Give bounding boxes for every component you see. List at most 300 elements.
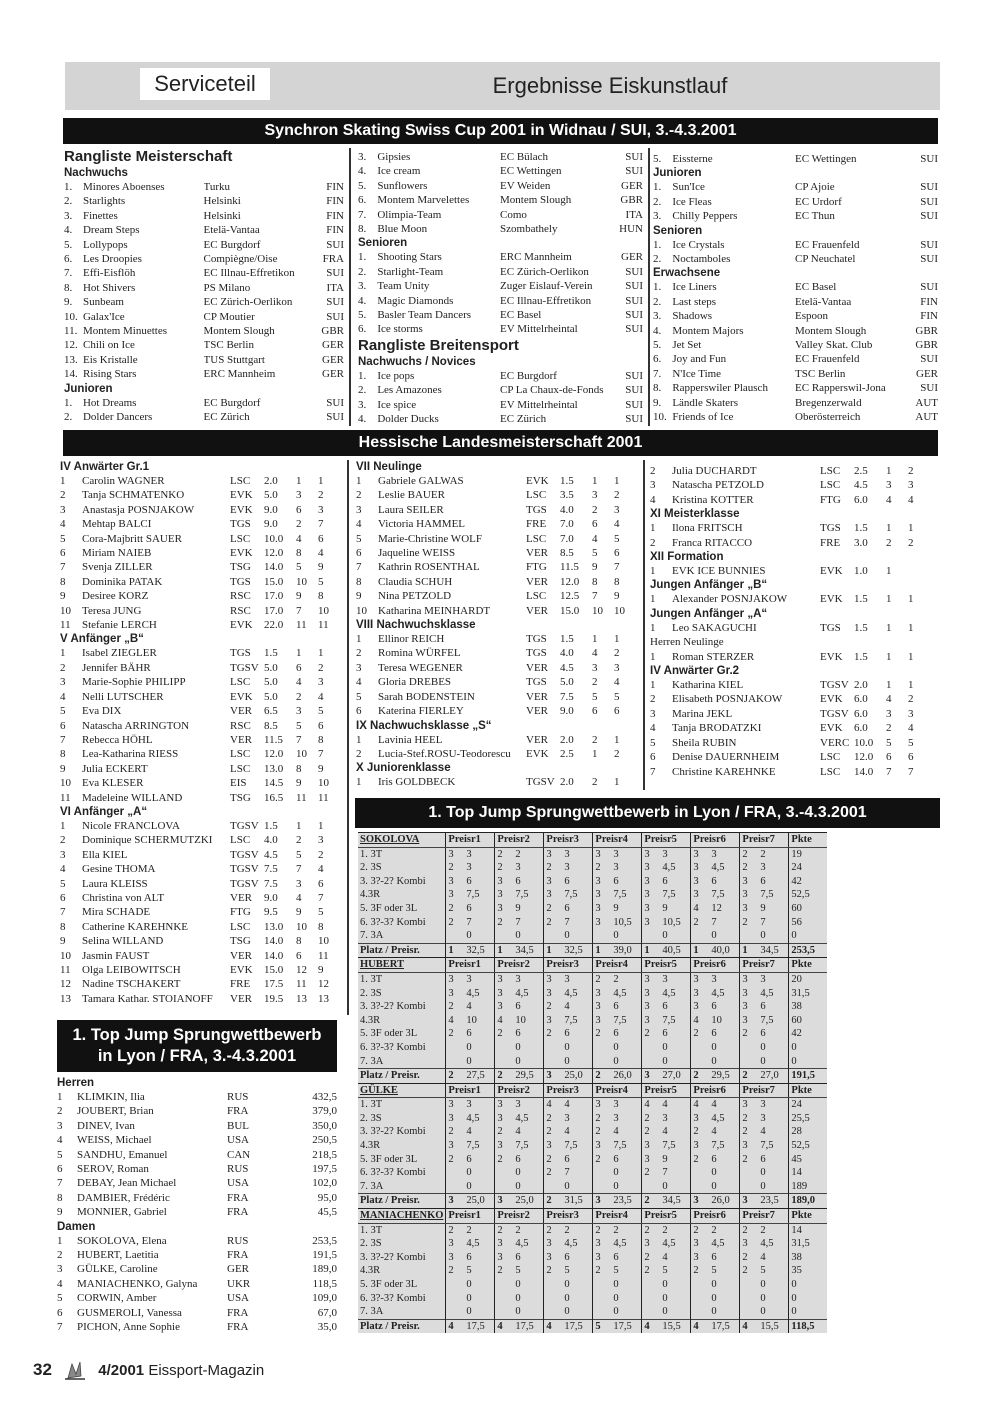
judge-points: 29,5	[709, 1069, 740, 1084]
grade	[495, 929, 514, 943]
points: 4.5	[854, 479, 868, 492]
judge-header: Preisr3	[544, 833, 593, 848]
grade: 3	[642, 916, 661, 930]
list-item	[653, 195, 938, 209]
placing-1: 10	[296, 920, 307, 933]
club: LSC	[820, 479, 841, 492]
grade: 2	[446, 1153, 465, 1167]
placing-1: 6	[296, 503, 302, 516]
grade	[642, 929, 661, 943]
club: EVK	[230, 964, 253, 976]
points: 5.0	[264, 690, 278, 703]
club: EVK	[820, 565, 843, 578]
score: 2	[760, 848, 766, 860]
grade: 3	[642, 1014, 661, 1028]
grade: 3	[642, 861, 661, 875]
rank: 3	[60, 848, 66, 861]
grade	[642, 1180, 661, 1194]
skater-name: SEROV, Roman	[77, 1163, 149, 1176]
club: VER	[230, 949, 252, 962]
judge-header: Preisr5	[642, 833, 691, 848]
team-name: Montem Minuettes	[82, 325, 168, 338]
list-item	[356, 604, 641, 618]
list-item	[64, 338, 344, 352]
club: EV Weiden	[500, 179, 551, 192]
grade: 3	[544, 1237, 563, 1251]
grade: 3	[593, 902, 612, 916]
judge-header: Preisr7	[740, 958, 789, 973]
score: 10,5	[662, 916, 681, 928]
grade: 3	[544, 972, 563, 986]
grade: 2	[740, 1112, 759, 1126]
element-label: 1. 3T	[360, 1099, 383, 1111]
club: EC Zürich	[203, 411, 250, 424]
skater-name: Romina WÜRFEL	[378, 647, 461, 660]
rank: 4.	[358, 165, 367, 178]
club: ERC Mannheim	[500, 251, 572, 264]
score: 7,5	[515, 889, 529, 901]
score: 4,5	[711, 1238, 725, 1250]
grade	[446, 1292, 465, 1306]
score: 4,5	[466, 987, 480, 999]
score: 3	[760, 1099, 766, 1111]
grade: 2	[593, 1112, 612, 1126]
element-row	[358, 1292, 827, 1306]
grade: 2	[446, 902, 465, 916]
team-name: Last steps	[672, 295, 717, 308]
points: 8.5	[560, 547, 574, 560]
score: 4,5	[662, 862, 676, 874]
judge-points: 32,5	[562, 943, 593, 958]
list-item	[356, 646, 641, 660]
points: 12.5	[560, 590, 580, 603]
grade	[691, 1041, 710, 1055]
placing-1: 8	[296, 547, 302, 560]
team-name: Dolder Ducks	[377, 413, 439, 426]
nation: USA	[227, 1292, 250, 1305]
team-name: Ice Fleas	[672, 195, 712, 208]
element-label: 7. 3A	[360, 1180, 384, 1192]
judge-points: 31,5	[562, 1194, 593, 1209]
club: EC Urdorf	[795, 195, 842, 208]
score: 6	[515, 1251, 521, 1263]
hessen-title: Hessische Landesmeisterschaft 2001	[63, 430, 938, 456]
score: 2	[515, 1224, 521, 1236]
rank: 4	[650, 493, 656, 506]
grade: 3	[446, 1251, 465, 1265]
score: 6	[613, 1001, 619, 1013]
rank: 1	[650, 621, 656, 634]
skater-name: Katharina KIEL	[672, 679, 744, 692]
placing-2: 11	[318, 791, 329, 804]
grand-total: 118,5	[789, 1319, 828, 1333]
score: 0	[662, 1180, 668, 1192]
points: 2.0	[854, 679, 868, 692]
list-item	[64, 266, 344, 280]
score: 6	[760, 875, 766, 887]
placing-1: 6	[592, 518, 598, 531]
grade: 4	[544, 1098, 563, 1112]
list-item	[60, 646, 345, 660]
skater-name: DAMBIER, Frédéric	[77, 1191, 170, 1204]
list-item	[356, 517, 641, 531]
list-item	[653, 396, 938, 410]
nation: SUI	[920, 253, 938, 266]
divider	[643, 460, 645, 790]
club: TGS	[230, 575, 251, 588]
score: 6	[564, 1153, 570, 1165]
club: VER	[230, 733, 252, 746]
score: 0	[711, 1292, 717, 1304]
rank: 6.	[358, 194, 367, 207]
placing-1: 9	[592, 561, 598, 574]
placing-2: 1	[614, 776, 620, 789]
team-name: Team Unity	[377, 280, 430, 293]
score: 0	[564, 1292, 570, 1304]
category-heading: Senioren	[653, 224, 703, 237]
club: EC Illnau-Effretikon	[203, 267, 295, 280]
skater-name: Madeleine WILLAND	[82, 791, 183, 804]
placing-2: 2	[318, 848, 324, 861]
judge-place: 4	[642, 1319, 661, 1333]
points: 1.0	[854, 565, 868, 578]
rank: 9	[356, 590, 362, 603]
page-number: 32	[33, 1360, 52, 1379]
team-name: Eis Kristalle	[82, 353, 138, 366]
skater-name: Roman STERZER	[672, 650, 755, 663]
list-item	[356, 747, 641, 761]
score: 9	[613, 902, 619, 914]
grade: 3	[495, 1251, 514, 1265]
skater-name: Anastasja POSNJAKOW	[82, 503, 195, 516]
rank: 1.	[653, 281, 662, 294]
grade: 2	[544, 1125, 563, 1139]
points: 6.5	[264, 705, 278, 718]
score: 3	[515, 1099, 521, 1111]
club: VER	[526, 705, 548, 718]
rank: 1	[650, 522, 656, 535]
judge-header: Preisr2	[495, 1209, 544, 1224]
club: CP Ajoie	[795, 181, 835, 194]
score: 3	[711, 848, 717, 860]
judge-header: Preisr1	[446, 833, 495, 848]
placing-1: 7	[296, 604, 302, 617]
grade: 3	[691, 847, 710, 861]
nation: GER	[621, 179, 643, 192]
placing-2: 5	[318, 906, 324, 919]
skater-name: Nelli LUTSCHER	[82, 690, 164, 703]
rank: 11.	[64, 325, 78, 338]
club: EIS	[230, 777, 247, 790]
list-item	[60, 762, 345, 776]
points: 3.0	[854, 536, 868, 549]
grade: 3	[495, 987, 514, 1001]
score: 4	[662, 1251, 668, 1263]
list-item	[653, 309, 938, 323]
rank: 2	[60, 489, 66, 502]
element-label: 5. 3F oder 3L	[360, 1279, 418, 1290]
grade: 2	[495, 1125, 514, 1139]
rank: 6	[57, 1163, 63, 1176]
nation: SUI	[326, 296, 344, 309]
club: Szombathely	[500, 223, 558, 236]
club: VER	[526, 604, 548, 617]
points: 5.0	[264, 489, 278, 502]
placing-1: 11	[296, 978, 307, 991]
points: 14.0	[854, 765, 874, 778]
nation: GBR	[915, 339, 938, 352]
grade: 4	[691, 1014, 710, 1028]
rank: 3	[356, 661, 362, 674]
rank: 2	[60, 661, 66, 674]
score: 6	[613, 875, 619, 887]
grade: 2	[544, 1223, 563, 1237]
score: 0	[711, 1306, 717, 1318]
category-heading: VII Neulinge	[356, 461, 422, 473]
points: 5.0	[264, 676, 278, 689]
element-total: 24	[789, 861, 828, 875]
score: 3	[466, 973, 472, 985]
list-item	[653, 295, 938, 309]
team-name: Shadows	[672, 310, 713, 323]
category-heading: V Anfänger „B“	[60, 633, 144, 646]
placing-2: 1	[908, 650, 914, 663]
list-item	[356, 546, 641, 560]
score: 6	[613, 1028, 619, 1040]
judge-header: Preisr3	[544, 1083, 593, 1098]
skater-name: Gesine THOMA	[82, 863, 156, 876]
grade	[691, 1055, 710, 1069]
score: 7	[515, 916, 521, 928]
placing-1: 7	[296, 863, 302, 876]
category-heading: VIII Nachwuchsklasse	[356, 619, 476, 632]
placing-2: 9	[318, 561, 324, 574]
team-name: Montem Marvelettes	[377, 194, 470, 207]
grade	[544, 1041, 563, 1055]
placing-1: 1	[296, 647, 302, 660]
club: TGSV	[820, 679, 849, 692]
skater-name: Laura SEILER	[378, 503, 444, 516]
score: 0	[711, 1055, 717, 1067]
nation: GBR	[915, 324, 938, 337]
placing-1: 6	[296, 661, 302, 674]
club: TGSV	[230, 848, 259, 861]
placing-2: 11	[318, 949, 329, 962]
points: 9.0	[264, 518, 278, 531]
club: Compiègne/Oise	[203, 253, 278, 266]
placing-1: 1	[296, 819, 302, 832]
club: Etelä-Vantaa	[203, 224, 260, 237]
points: 350,0	[312, 1119, 337, 1132]
list-item	[60, 963, 345, 977]
skater-name: CORWIN, Amber	[77, 1292, 157, 1305]
judge-points: 25,0	[513, 1194, 544, 1209]
score: 0	[515, 1180, 521, 1192]
grade	[495, 1292, 514, 1306]
club: TSG	[230, 791, 251, 804]
element-total: 31,5	[789, 1237, 828, 1251]
placing-1: 2	[886, 722, 892, 735]
rank: 6	[60, 891, 66, 904]
rank: 7	[57, 1321, 63, 1334]
score: 6	[662, 875, 668, 887]
score: 0	[760, 1279, 766, 1290]
list-item	[650, 721, 935, 735]
list-item	[60, 546, 345, 560]
rank: 8	[356, 575, 362, 588]
element-total: 35	[789, 1264, 828, 1278]
points: 14.0	[264, 561, 284, 574]
team-name: Sunbeam	[82, 296, 124, 309]
score: 3	[662, 973, 668, 985]
score: 0	[515, 1055, 521, 1067]
list-item	[60, 604, 345, 618]
club: EVK	[230, 547, 253, 560]
club: Oberösterreich	[795, 411, 861, 424]
score: 12	[711, 902, 722, 914]
score: 9	[662, 1153, 668, 1165]
skater-logo-icon	[62, 1360, 88, 1382]
placing-1: 6	[886, 751, 892, 764]
element-label: 2. 3S	[360, 862, 382, 874]
grade: 2	[446, 1027, 465, 1041]
skater-name: Julia DUCHARDT	[672, 465, 757, 477]
placing-1: 13	[296, 992, 307, 1005]
club: TUS Stuttgart	[203, 353, 265, 366]
element-label: 1. 3T	[360, 848, 383, 860]
nation: AUT	[915, 396, 938, 409]
nation: GER	[621, 251, 643, 264]
points: 6.0	[854, 493, 868, 506]
list-item	[60, 503, 345, 517]
skater-name: Iris GOLDBECK	[378, 776, 456, 789]
rank: 6.	[64, 253, 73, 266]
rank: 3	[650, 479, 656, 492]
list-item	[356, 704, 641, 718]
placing-1: 4	[296, 532, 302, 545]
magazine-name: Eissport-Magazin	[148, 1362, 265, 1379]
club: EC Burgdorf	[500, 369, 557, 382]
rank: 3.	[653, 310, 662, 323]
score: 6	[515, 1001, 521, 1013]
judge-header: Preisr1	[446, 958, 495, 973]
rank: 7.	[64, 267, 73, 280]
grade: 2	[495, 916, 514, 930]
grade: 2	[495, 1153, 514, 1167]
points: 4.5	[560, 661, 574, 674]
rank: 2	[650, 465, 656, 477]
placing-row	[358, 1069, 827, 1084]
grade	[544, 1305, 563, 1319]
nation: SUI	[920, 210, 938, 223]
judge-place: 2	[691, 1069, 710, 1084]
judge-place: 3	[691, 1194, 710, 1209]
rank: 5.	[653, 339, 662, 352]
list-item	[356, 733, 641, 747]
placing-1: 10	[592, 604, 603, 617]
club: Como	[500, 208, 527, 221]
score: 4,5	[564, 1238, 578, 1250]
score: 0	[564, 1306, 570, 1318]
score: 4,5	[711, 987, 725, 999]
club: FTG	[820, 493, 841, 506]
list-item	[64, 252, 344, 266]
placing-2: 6	[614, 547, 620, 560]
team-name: Lollypops	[82, 238, 128, 251]
category-heading: VI Anfänger „A“	[60, 805, 148, 818]
list-item	[60, 575, 345, 589]
grade: 2	[740, 1264, 759, 1278]
grade	[446, 1041, 465, 1055]
score: 4	[564, 1001, 570, 1013]
nation: SUI	[326, 411, 344, 424]
element-label: 5. 3F oder 3L	[360, 1153, 418, 1165]
rank: 4.	[64, 224, 73, 237]
placing-1: 6	[592, 705, 598, 718]
title-line-1: 1. Top Jump Sprungwettbewerb	[72, 1026, 322, 1044]
club: LSC	[230, 834, 251, 847]
rank: 3	[57, 1263, 63, 1276]
score: 0	[711, 1279, 717, 1290]
skater-name: Mehtap BALCI	[82, 518, 152, 531]
rank: 2.	[653, 253, 662, 266]
score: 6	[760, 1001, 766, 1013]
element-row	[358, 1237, 827, 1251]
score: 3	[564, 1112, 570, 1124]
rank: 1	[356, 633, 362, 646]
placing-2: 1	[614, 733, 620, 746]
rank: 4.	[653, 324, 662, 337]
placing-1: 5	[886, 736, 892, 749]
points: 8.5	[264, 719, 278, 732]
placing-2: 4	[318, 863, 324, 876]
skater-name: Julia ECKERT	[82, 762, 148, 775]
judge-points: 23,5	[611, 1194, 642, 1209]
points: 7.0	[560, 532, 574, 545]
club: LSC	[230, 532, 251, 545]
points: 2.0	[560, 733, 574, 746]
nation: GBR	[620, 194, 643, 207]
grade	[691, 929, 710, 943]
points: 1.5	[560, 475, 574, 487]
grade: 2	[642, 1251, 661, 1265]
divider	[349, 148, 351, 426]
score: 7,5	[564, 889, 578, 901]
rank: 9	[60, 762, 66, 775]
rank: 6.	[653, 353, 662, 366]
judge-place: 4	[495, 1319, 514, 1333]
rank: 7	[57, 1177, 63, 1190]
score: 0	[613, 1279, 619, 1290]
rank: 6	[57, 1306, 63, 1319]
club: CP La Chaux-de-Fonds	[500, 384, 604, 397]
placing-2: 5	[908, 736, 914, 749]
grade: 2	[593, 1223, 612, 1237]
list-item	[64, 209, 344, 223]
points: 4.5	[264, 848, 278, 861]
judge-header: Preisr2	[495, 958, 544, 973]
placing-2: 9	[614, 590, 620, 603]
club: VER	[526, 547, 548, 560]
score: 0	[515, 1041, 521, 1053]
nation: FRA	[227, 1105, 249, 1118]
list-item	[60, 992, 345, 1006]
points: 13.0	[264, 762, 284, 775]
rank: 2.	[64, 411, 73, 424]
skater-name: Natascha PETZOLD	[672, 479, 764, 492]
grade: 3	[544, 875, 563, 889]
rank: 9.	[653, 396, 662, 409]
